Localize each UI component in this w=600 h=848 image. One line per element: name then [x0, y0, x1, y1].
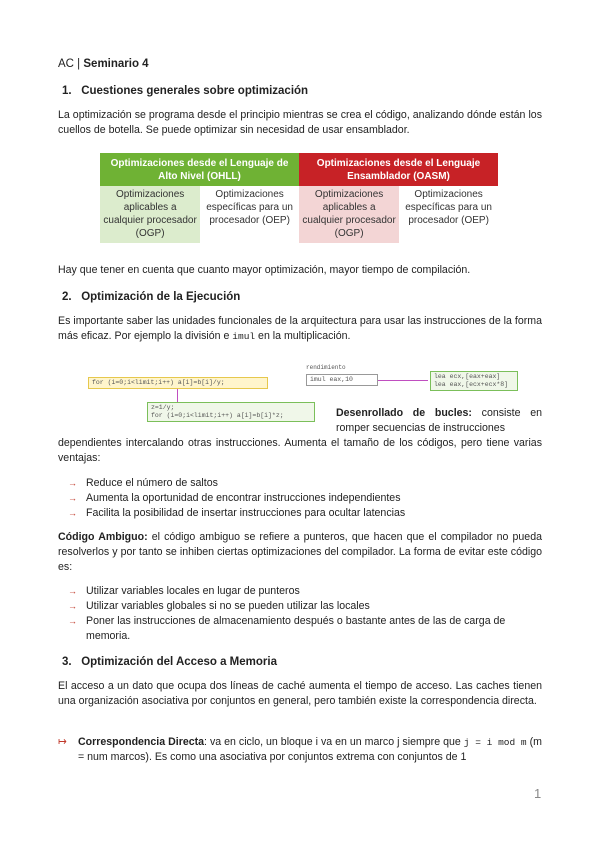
- course-name: AC: [58, 58, 74, 70]
- section-number: 3.: [62, 656, 72, 668]
- code-label: rendimiento: [306, 364, 346, 371]
- unroll-label: Desenrollado de bucles:: [336, 407, 472, 419]
- list-item-text: Utilizar variables locales en lugar de punteros: [86, 585, 300, 597]
- ambiguous-code-text: el código ambiguo se refiere a punteros, que hacen que el compilador no pueda resolverlos y por tanto se inhiben ciertas optimizaciones del compilador. La forma de evitar este código es:: [58, 531, 542, 573]
- page-header: [58, 57, 149, 72]
- intro-text: Es importante saber las unidades funcionales de la arquitectura para usar las instrucciones de la forma más eficaz. Por ejemplo la división e: [58, 315, 542, 342]
- code-snippet-lea: lea ecx,[eax+eax] lea eax,[ecx+ecx*8]: [430, 371, 518, 391]
- table-cell: Optimizaciones específicas para un procesador (OEP): [399, 186, 498, 243]
- list-item-text: Aumenta la oportunidad de encontrar instrucciones independientes: [86, 492, 401, 504]
- intro-text: en la multiplicación.: [255, 330, 351, 342]
- seminar-title: Seminario 4: [83, 58, 149, 70]
- list-item-text: Reduce el número de saltos: [86, 477, 218, 489]
- direct-mapping-text: : va en ciclo, un bloque i va en un marco j siempre que: [204, 736, 464, 748]
- list-item-text: Poner las instrucciones de almacenamiento después o bastante antes de las de carga de memoria.: [86, 615, 506, 642]
- arrow-icon: →: [68, 493, 77, 503]
- ambiguous-code-paragraph: [58, 530, 542, 575]
- section-1-heading: [62, 84, 308, 99]
- direct-mapping-text: (m = num marcos). Es como una asociativa por conjuntos extrema con conjuntos de 1: [78, 736, 542, 763]
- section-number: 1.: [62, 85, 72, 97]
- code-snippet-division: for (i=0;i<limit;i++) a[i]=b[i]/y;: [88, 377, 268, 389]
- inline-code: j = i mod m: [463, 737, 527, 748]
- list-item-text: Facilita la posibilidad de insertar instrucciones para ocultar latencias: [86, 507, 406, 519]
- table-header-ohll: Optimizaciones desde el Lenguaje de Alto Nivel (OHLL): [100, 153, 299, 186]
- unroll-paragraph-start: [336, 406, 542, 436]
- section-title: Optimización del Acceso a Memoria: [81, 656, 277, 668]
- section-3-heading: [62, 655, 277, 670]
- list-item: [68, 614, 548, 644]
- direct-mapping-item: [58, 735, 542, 765]
- unroll-paragraph-rest: dependientes intercalando otras instrucciones. Aumenta el tamaño de los códigos, pero tiene varias ventajas:: [58, 437, 542, 464]
- unroll-text-visible: consiste en romper secuencias de instrucciones: [336, 407, 542, 434]
- arrow-icon: →: [68, 616, 77, 626]
- code-snippet-imul: imul eax,10: [306, 374, 378, 386]
- table-cell: Optimizaciones específicas para un procesador (OEP): [200, 186, 299, 243]
- direct-mapping-label: Correspondencia Directa: [78, 736, 205, 748]
- arrow-icon: →: [68, 601, 77, 611]
- section-3-intro: El acceso a un dato que ocupa dos líneas de caché aumenta el tiempo de acceso. Las caches tienen una organización asociativa por conjuntos en general, pero también existe la correspondencia directa.: [58, 680, 542, 707]
- arrow-icon: →: [68, 586, 77, 596]
- compilation-note: Hay que tener en cuenta que cuanto mayor optimización, mayor tiempo de compilación.: [58, 264, 471, 276]
- list-item: [68, 476, 548, 491]
- arrow-icon: ↦: [58, 736, 67, 748]
- list-item: [68, 491, 548, 506]
- connector-line: [177, 389, 178, 403]
- code-snippet-multiply: z=1/y; for (i=0;i<limit;i++) a[i]=b[i]*z;: [147, 402, 315, 422]
- header-separator: |: [73, 58, 84, 70]
- arrow-icon: →: [68, 478, 77, 488]
- section-title: Cuestiones generales sobre optimización: [81, 85, 309, 97]
- table-cell: Optimizaciones aplicables a cualquier procesador (OGP): [100, 186, 200, 243]
- list-item: [68, 584, 548, 599]
- inline-code: imul: [232, 331, 256, 342]
- optimization-table: [100, 153, 498, 243]
- section-1-intro: La optimización se programa desde el principio mientras se crea el código, analizando dónde están los cuellos de botella. Se puede optimizar sin necesidad de usar ensamblador.: [58, 109, 542, 136]
- list-item: [68, 599, 548, 614]
- ambiguous-code-list: [68, 584, 548, 644]
- arrow-icon: →: [68, 508, 77, 518]
- list-item-text: Utilizar variables globales si no se pueden utilizar las locales: [86, 600, 370, 612]
- list-item: [68, 506, 548, 521]
- table-cell: Optimizaciones aplicables a cualquier procesador (OGP): [299, 186, 399, 243]
- table-header-oasm: Optimizaciones desde el Lenguaje Ensamblador (OASM): [299, 153, 498, 186]
- section-number: 2.: [62, 291, 72, 303]
- connector-line: [378, 380, 428, 381]
- ambiguous-code-label: Código Ambiguo:: [58, 531, 148, 543]
- section-title: Optimización de la Ejecución: [81, 291, 241, 303]
- unroll-advantages-list: [68, 476, 548, 521]
- section-2-intro: [58, 314, 542, 344]
- section-2-heading: [62, 290, 240, 305]
- page-number: 1: [534, 786, 542, 801]
